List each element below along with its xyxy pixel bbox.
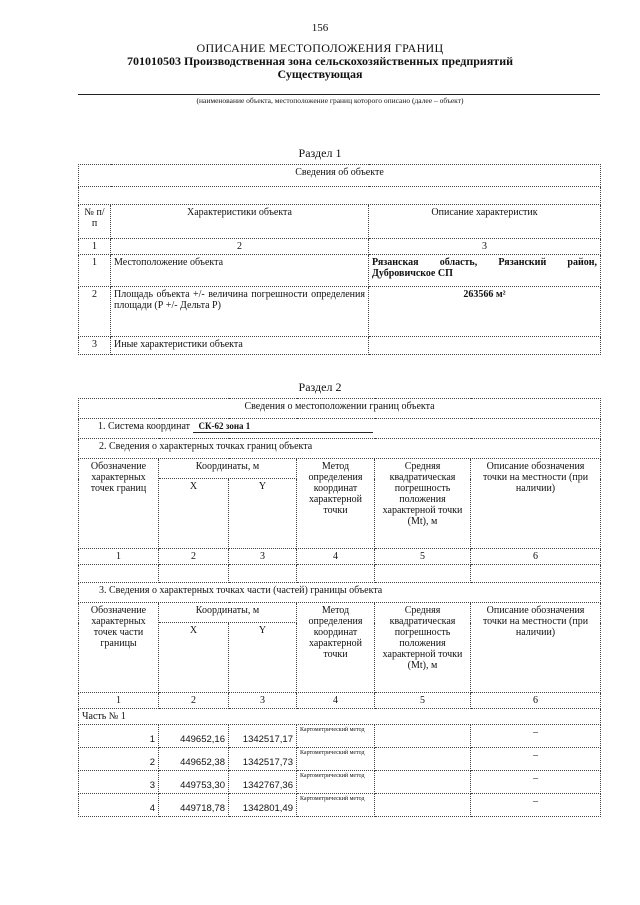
parts-header-designation: Обозначение характерных точек части границы — [79, 603, 159, 693]
point-x: 449718,78 — [159, 794, 229, 817]
row-name: Иные характеристики объекта — [111, 337, 369, 355]
parts-header-accuracy: Средняя квадратическая погрешность положения характерной точки (Мt), м — [375, 603, 471, 693]
parts-title: 3. Сведения о характерных точках части (частей) границы объекта — [79, 583, 601, 603]
point-y: 1342801,49 — [229, 794, 297, 817]
point-method: Картометрический метод — [297, 748, 375, 771]
object-status: Существующая — [277, 67, 363, 81]
coord-system-value: СК-62 зона 1 — [198, 421, 251, 431]
point-number: 1 — [79, 725, 159, 748]
point-number: 2 — [79, 748, 159, 771]
col-number: 3 — [229, 693, 297, 709]
col-number: 5 — [375, 693, 471, 709]
coord-system-row — [79, 419, 601, 439]
boundary-table-title: Сведения о местоположении границ объекта — [79, 399, 601, 419]
col-number: 2 — [111, 239, 369, 255]
row-name: Местоположение объекта — [111, 255, 369, 287]
col-number: 1 — [79, 549, 159, 565]
header-underline — [78, 94, 600, 95]
point-number: 3 — [79, 771, 159, 794]
col-number: 3 — [369, 239, 601, 255]
point-y: 1342767,36 — [229, 771, 297, 794]
page-number: 156 — [311, 22, 329, 34]
header-accuracy: Средняя квадратическая погрешность положения характерной точки (Мt), м — [375, 459, 471, 549]
point-x: 449652,38 — [159, 748, 229, 771]
point-x: 449753,30 — [159, 771, 229, 794]
header-characteristics: Характеристики объекта — [111, 205, 369, 239]
point-description: – — [471, 771, 601, 794]
empty-cell — [159, 565, 229, 583]
row-num: 1 — [79, 255, 111, 287]
table-row — [79, 771, 601, 794]
parts-header-method: Метод определения координат характерной точки — [297, 603, 375, 693]
boundary-table — [78, 398, 601, 817]
spacer-row — [79, 187, 601, 205]
header-coords: Координаты, м — [159, 459, 297, 479]
point-accuracy — [375, 725, 471, 748]
header-y: Y — [229, 479, 297, 549]
row-value — [369, 337, 601, 355]
col-number: 5 — [375, 549, 471, 565]
col-number: 6 — [471, 693, 601, 709]
empty-cell — [229, 565, 297, 583]
point-description: – — [471, 725, 601, 748]
header-x: X — [159, 479, 229, 549]
header-description: Описание обозначения точки на местности (при наличии) — [471, 459, 601, 549]
points-body — [79, 725, 601, 817]
table-row — [79, 287, 601, 337]
header-method: Метод определения координат характерной точки — [297, 459, 375, 549]
point-x: 449652,16 — [159, 725, 229, 748]
empty-cell — [375, 565, 471, 583]
point-method: Картометрический метод — [297, 794, 375, 817]
section2-title: Раздел 2 — [298, 380, 342, 394]
empty-cell — [297, 565, 375, 583]
point-method: Картометрический метод — [297, 771, 375, 794]
col-number: 1 — [79, 693, 159, 709]
col-number: 4 — [297, 549, 375, 565]
header-note: (наименование объекта, местоположение границ которого описано (далее – объект) — [196, 96, 464, 105]
row-name: Площадь объекта +/- величина погрешности определения площади (Р +/- Дельта Р) — [111, 287, 369, 337]
col-number: 6 — [471, 549, 601, 565]
col-number: 2 — [159, 693, 229, 709]
document-title: ОПИСАНИЕ МЕСТОПОЛОЖЕНИЯ ГРАНИЦ — [196, 41, 444, 55]
col-number: 3 — [229, 549, 297, 565]
parts-header-x: X — [159, 623, 229, 693]
table-row — [79, 725, 601, 748]
object-info-table-title: Сведения об объекте — [79, 165, 601, 187]
col-number: 1 — [79, 239, 111, 255]
parts-header-coords: Координаты, м — [159, 603, 297, 623]
coord-system-label: 1. Система координат — [98, 421, 191, 432]
empty-cell — [471, 565, 601, 583]
table-row — [79, 794, 601, 817]
header-designation: Обозначение характерных точек границ — [79, 459, 159, 549]
point-accuracy — [375, 748, 471, 771]
col-number: 2 — [159, 549, 229, 565]
row-num: 2 — [79, 287, 111, 337]
header-description: Описание характеристик — [369, 205, 601, 239]
point-description: – — [471, 748, 601, 771]
table-row — [79, 748, 601, 771]
object-name: 701010503 Производственная зона сельскохозяйственных предприятий — [126, 54, 514, 68]
point-accuracy — [375, 771, 471, 794]
point-method: Картометрический метод — [297, 725, 375, 748]
part-label: Часть № 1 — [79, 709, 601, 725]
section1-title: Раздел 1 — [298, 146, 342, 160]
point-y: 1342517,17 — [229, 725, 297, 748]
point-accuracy — [375, 794, 471, 817]
points-title: 2. Сведения о характерных точках границ объекта — [79, 439, 601, 459]
document-header — [60, 42, 580, 81]
table-row — [79, 255, 601, 287]
point-number: 4 — [79, 794, 159, 817]
point-y: 1342517,73 — [229, 748, 297, 771]
parts-header-description: Описание обозначения точки на местности (при наличии) — [471, 603, 601, 693]
empty-cell — [79, 565, 159, 583]
row-num: 3 — [79, 337, 111, 355]
col-number: 4 — [297, 693, 375, 709]
object-info-table — [78, 164, 601, 355]
point-description: – — [471, 794, 601, 817]
parts-header-y: Y — [229, 623, 297, 693]
header-num: № п/п — [79, 205, 111, 239]
row-value: 263566 м² — [369, 287, 601, 337]
row-value: Рязанская область, Рязанский район, Дубровичское СП — [369, 255, 601, 287]
table-row — [79, 337, 601, 355]
